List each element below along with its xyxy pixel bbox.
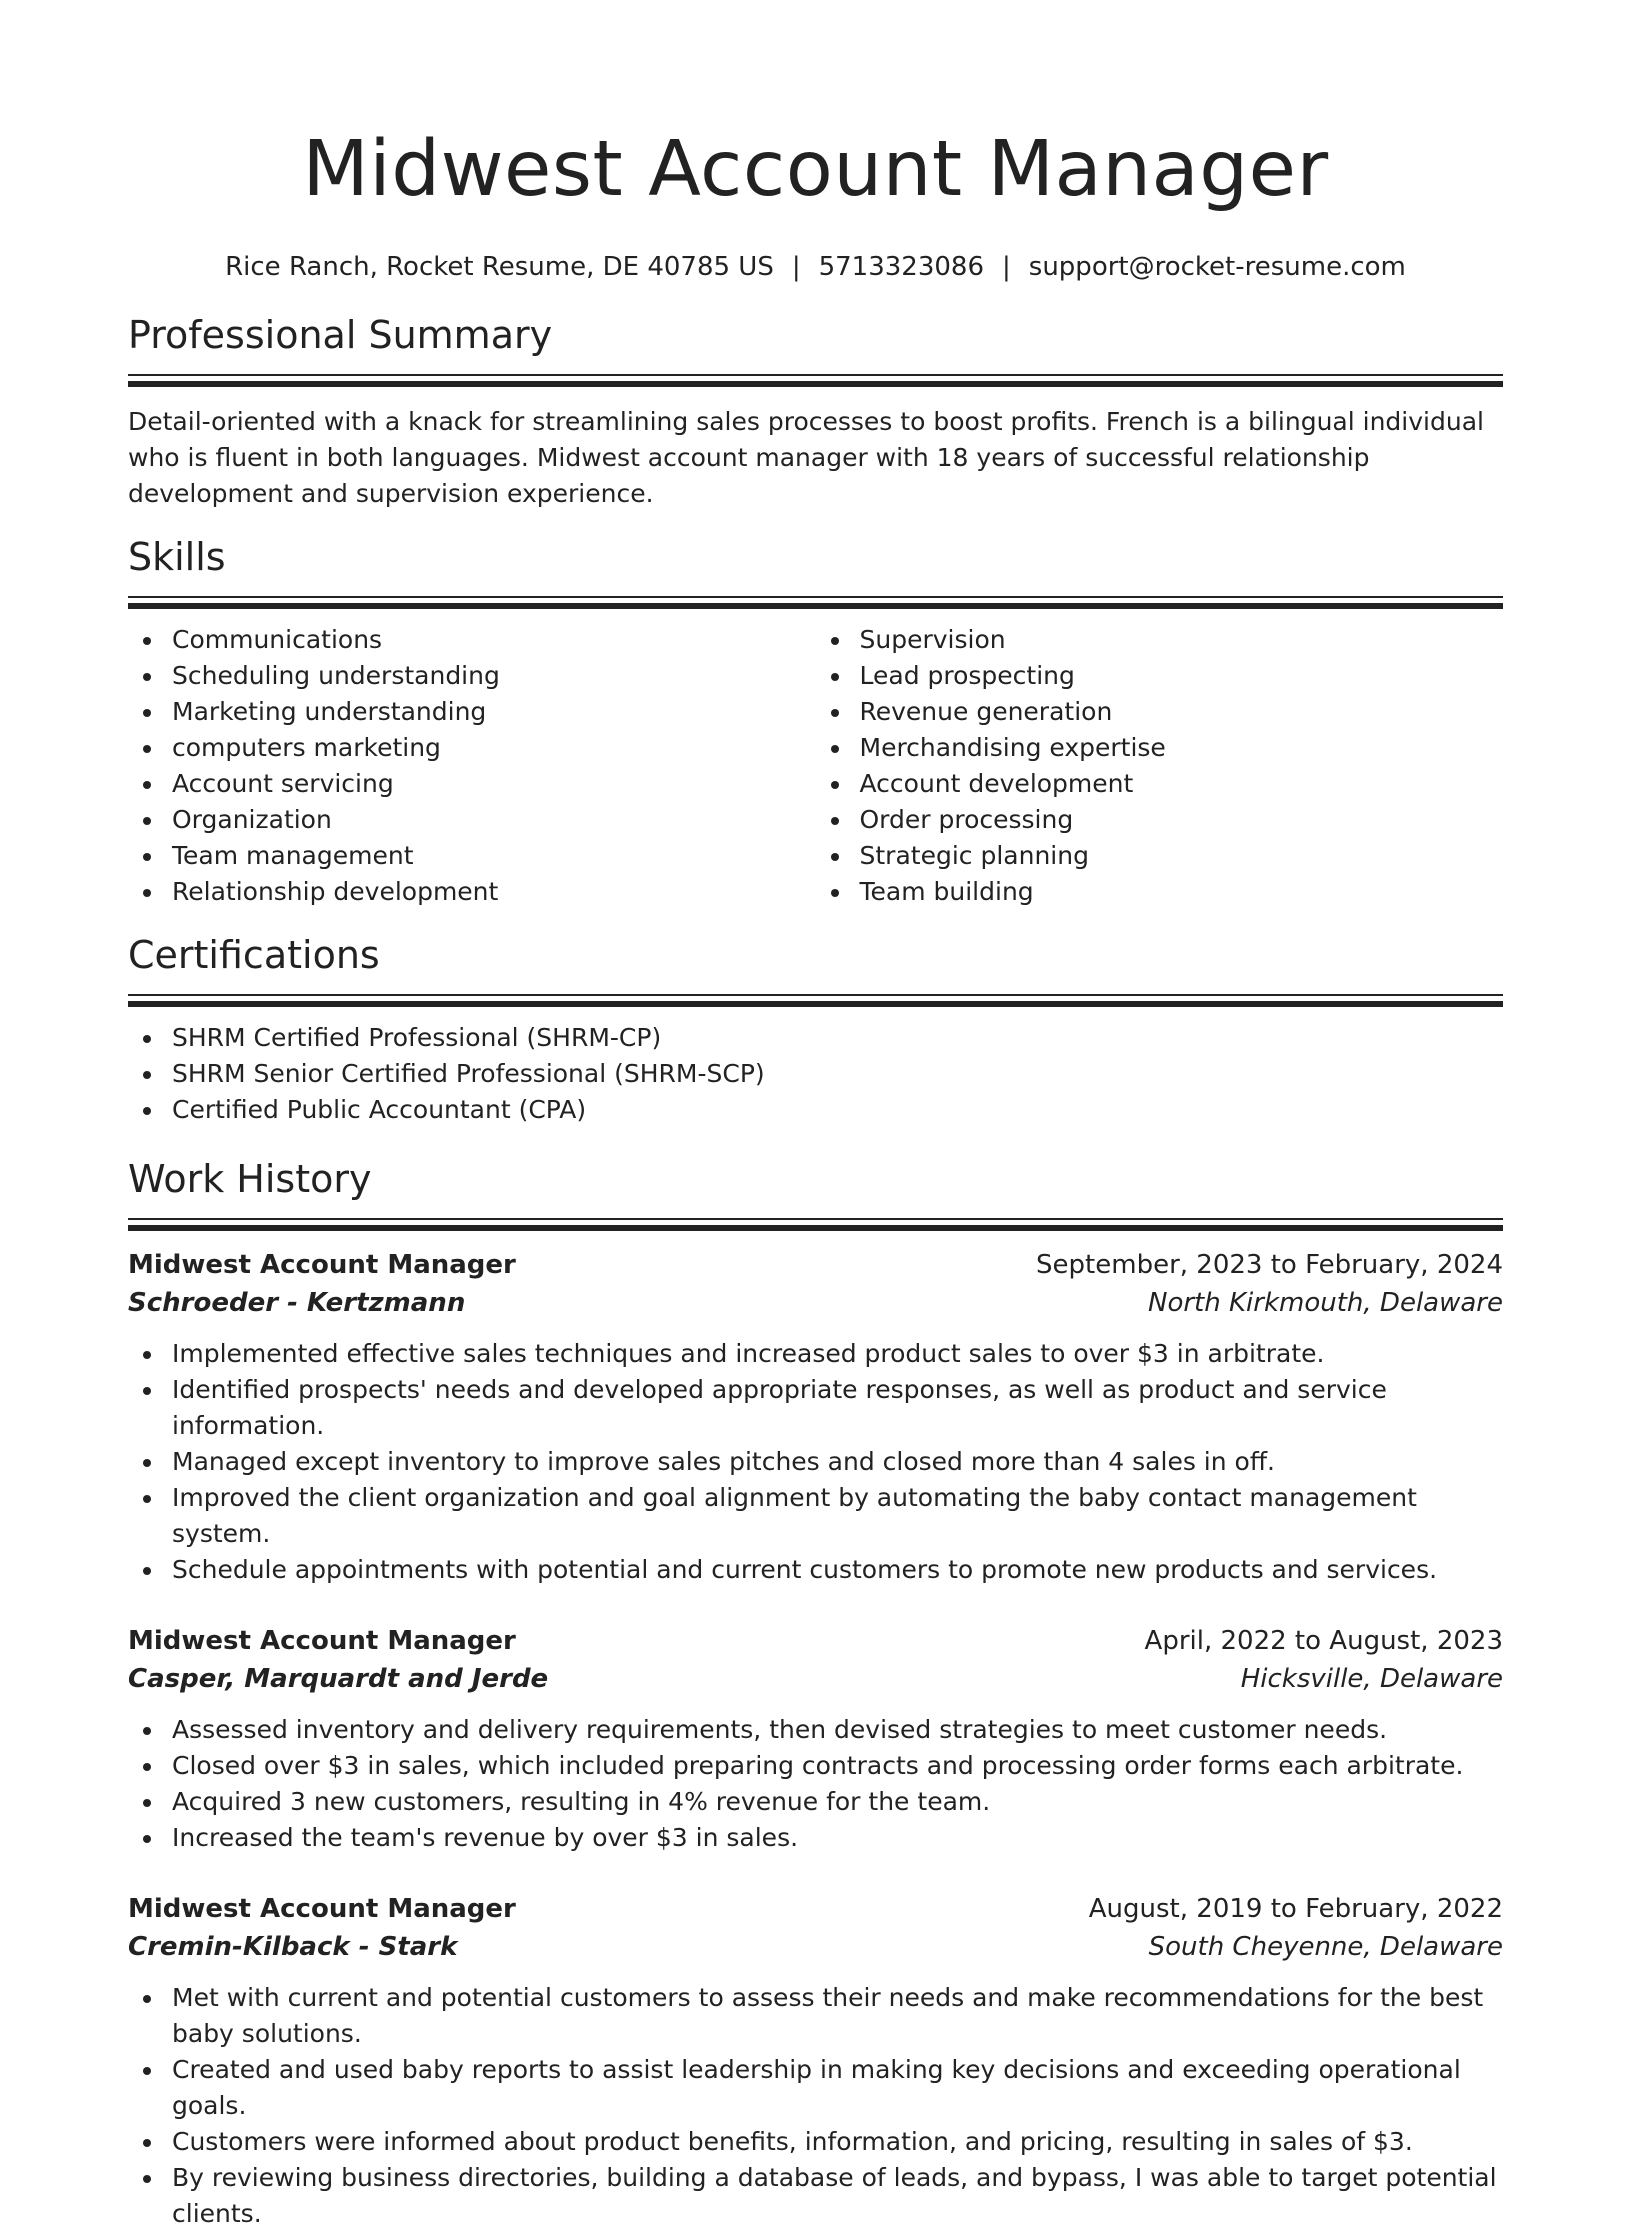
- job-bullet: Assessed inventory and delivery requirements, then devised strategies to meet customer needs.: [172, 1712, 1503, 1748]
- skill-item: Team management: [172, 838, 816, 874]
- job-company-row: [128, 1660, 1503, 1698]
- section-title: Skills: [128, 535, 226, 579]
- skill-item: Strategic planning: [860, 838, 1504, 874]
- summary-section: [128, 310, 1503, 512]
- section-title: Work History: [128, 1157, 372, 1201]
- job-bullet: Met with current and potential customers to assess their needs and make recommendations for the best baby solutions.: [172, 1980, 1503, 2052]
- section-divider: [128, 596, 1503, 612]
- skills-list: [816, 622, 1504, 910]
- job-entry: [128, 1246, 1503, 1588]
- job-dates: August, 2019 to February, 2022: [1088, 1894, 1503, 1924]
- section-divider: [128, 374, 1503, 390]
- job-bullet: Identified prospects' needs and developed appropriate responses, as well as product and service information.: [172, 1372, 1503, 1444]
- section-divider: [128, 1218, 1503, 1234]
- certification-item: SHRM Senior Certified Professional (SHRM-SCP): [172, 1056, 1503, 1092]
- job-header-row: [128, 1622, 1503, 1660]
- job-company-row: [128, 1284, 1503, 1322]
- skill-item: Account development: [860, 766, 1504, 802]
- skill-item: Supervision: [860, 622, 1504, 658]
- job-location: Hicksville, Delaware: [1240, 1664, 1503, 1694]
- job-bullet: Closed over $3 in sales, which included preparing contracts and processing order forms each arbitrate.: [172, 1748, 1503, 1784]
- job-entry: [128, 1890, 1503, 2232]
- job-bullet: Created and used baby reports to assist leadership in making key decisions and exceeding operational goals.: [172, 2052, 1503, 2124]
- candidate-name: Midwest Account Manager: [302, 125, 1329, 214]
- skills-grid: [128, 622, 1503, 910]
- skills-column-left: [128, 622, 816, 910]
- job-company-row: [128, 1928, 1503, 1966]
- job-bullet: Increased the team's revenue by over $3 in sales.: [172, 1820, 1503, 1856]
- job-dates: April, 2022 to August, 2023: [1144, 1626, 1503, 1656]
- job-bullet: Improved the client organization and goal alignment by automating the baby contact management system.: [172, 1480, 1503, 1552]
- job-company: Schroeder - Kertzmann: [128, 1288, 466, 1318]
- skill-item: Order processing: [860, 802, 1504, 838]
- skills-section: [128, 532, 1503, 910]
- contact-line: [128, 250, 1503, 284]
- job-bullet: Schedule appointments with potential and current customers to promote new products and services.: [172, 1552, 1503, 1588]
- skill-item: Account servicing: [172, 766, 816, 802]
- section-title: Professional Summary: [128, 313, 553, 357]
- job-entry: [128, 1622, 1503, 1856]
- job-title: Midwest Account Manager: [128, 1626, 516, 1656]
- job-bullet: Customers were informed about product benefits, information, and pricing, resulting in sales of $3.: [172, 2124, 1503, 2160]
- job-company: Cremin-Kilback - Stark: [128, 1932, 458, 1962]
- job-bullet: By reviewing business directories, building a database of leads, and bypass, I was able to target potential clients.: [172, 2160, 1503, 2232]
- certifications-section: [128, 930, 1503, 1128]
- job-bullets: [128, 1712, 1503, 1856]
- contact-separator: |: [1002, 252, 1011, 282]
- job-bullet: Acquired 3 new customers, resulting in 4% revenue for the team.: [172, 1784, 1503, 1820]
- skill-item: Marketing understanding: [172, 694, 816, 730]
- summary-text: Detail-oriented with a knack for streamlining sales processes to boost profits. French is a bilingual individual who is fluent in both languages. Midwest account manager with 18 years of successful relationship development and supervision experience.: [128, 407, 1484, 508]
- job-location: South Cheyenne, Delaware: [1148, 1932, 1503, 1962]
- certification-item: SHRM Certified Professional (SHRM-CP): [172, 1020, 1503, 1056]
- job-bullet: Implemented effective sales techniques and increased product sales to over $3 in arbitrate.: [172, 1336, 1503, 1372]
- job-header-row: [128, 1246, 1503, 1284]
- skill-item: computers marketing: [172, 730, 816, 766]
- contact-phone[interactable]: 5713323086: [818, 252, 985, 282]
- skill-item: Relationship development: [172, 874, 816, 910]
- skill-item: Communications: [172, 622, 816, 658]
- contact-separator: |: [791, 252, 801, 282]
- job-title: Midwest Account Manager: [128, 1250, 516, 1280]
- contact-email[interactable]: support@rocket-resume.com: [1028, 252, 1406, 282]
- contact-address: Rice Ranch, Rocket Resume, DE 40785 US: [225, 252, 774, 282]
- skill-item: Lead prospecting: [860, 658, 1504, 694]
- skill-item: Organization: [172, 802, 816, 838]
- job-bullets: [128, 1980, 1503, 2232]
- certifications-list: [128, 1020, 1503, 1128]
- skills-list: [128, 622, 816, 910]
- skills-column-right: [816, 622, 1504, 910]
- work-history-section: [128, 1154, 1503, 2232]
- job-title: Midwest Account Manager: [128, 1894, 516, 1924]
- section-title: Certifications: [128, 933, 380, 977]
- job-location: North Kirkmouth, Delaware: [1148, 1288, 1503, 1318]
- certification-item: Certified Public Accountant (CPA): [172, 1092, 1503, 1128]
- skill-item: Scheduling understanding: [172, 658, 816, 694]
- job-header-row: [128, 1890, 1503, 1928]
- skill-item: Team building: [860, 874, 1504, 910]
- section-divider: [128, 994, 1503, 1010]
- job-dates: September, 2023 to February, 2024: [1036, 1250, 1503, 1280]
- skill-item: Merchandising expertise: [860, 730, 1504, 766]
- job-bullets: [128, 1336, 1503, 1588]
- job-company: Casper, Marquardt and Jerde: [128, 1664, 549, 1694]
- job-bullet: Managed except inventory to improve sales pitches and closed more than 4 sales in off.: [172, 1444, 1503, 1480]
- skill-item: Revenue generation: [860, 694, 1504, 730]
